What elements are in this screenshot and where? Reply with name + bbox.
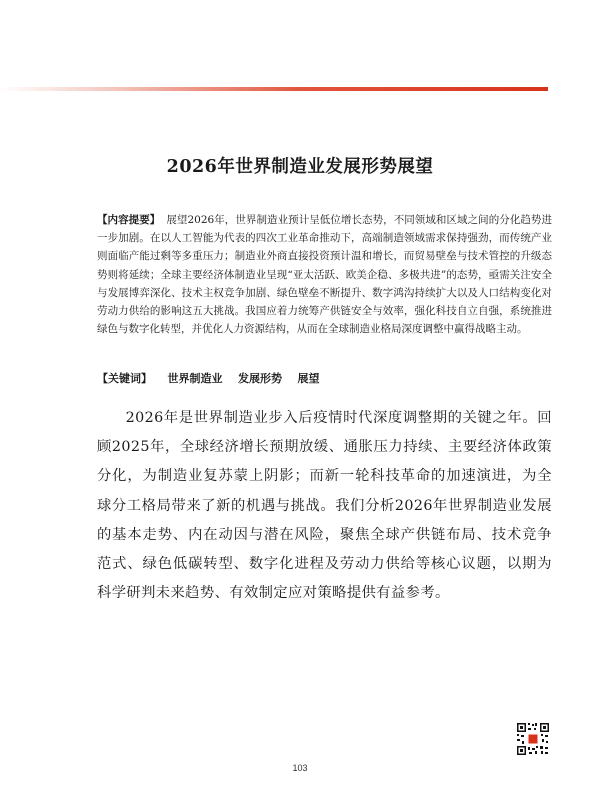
abstract-section [97, 211, 552, 338]
abstract-text: 展望2026年，世界制造业预计呈低位增长态势，不同领域和区域之间的分化趋势进一步加剧。在以人工智能为代表的四次工业革命推动下，高端制造领域需求保持强劲，而传统产业则面临产能过剩等多重压力；制造业外商直接投资预计温和增长，而贸易壁垒与技术管控的升级态势则将延续；全球主要经济体制造业呈现“亚太活跃、欧美企稳、多极共进”的态势，亟需关注安全与发展博弈深化、技术主权竞争加剧、绿色壁垒不断提升、数字鸿沟持续扩大以及人口结构变化对劳动力供给的影响这五大挑战。我国应着力统筹产供链安全与效率，强化科技自立自强，系统推进绿色与数字化转型，并优化人力资源结构，从而在全球制造业格局深度调整中赢得战略主动。 [97, 214, 552, 336]
keywords-section [97, 370, 552, 388]
abstract-label: 【内容提要】 [97, 214, 161, 226]
keywords-label: 【关键词】 [97, 372, 152, 385]
article-title: 2026年世界制造业发展形势展望 [166, 157, 434, 177]
keyword-item: 展望 [297, 372, 320, 385]
page-number: 103 [292, 763, 308, 773]
header-accent-bar [0, 87, 548, 91]
keyword-item: 世界制造业 [167, 372, 223, 385]
qr-code-icon [516, 722, 550, 756]
keyword-item: 发展形势 [238, 372, 282, 385]
body-paragraph: 2026年是世界制造业步入后疫情时代深度调整期的关键之年。回顾2025年，全球经济增长预期放缓、通胀压力持续、主要经济体政策分化，为制造业复苏蒙上阴影；而新一轮科技革命的加速演进，为全球分工格局带来了新的机遇与挑战。我们分析2026年世界制造业发展的基本走势、内在动因与潜在风险，聚焦全球产供链布局、技术竞争范式、绿色低碳转型、数字化进程及劳动力供给等核心议题，以期为科学研判未来趋势、有效制定应对策略提供有益参考。 [97, 410, 552, 602]
